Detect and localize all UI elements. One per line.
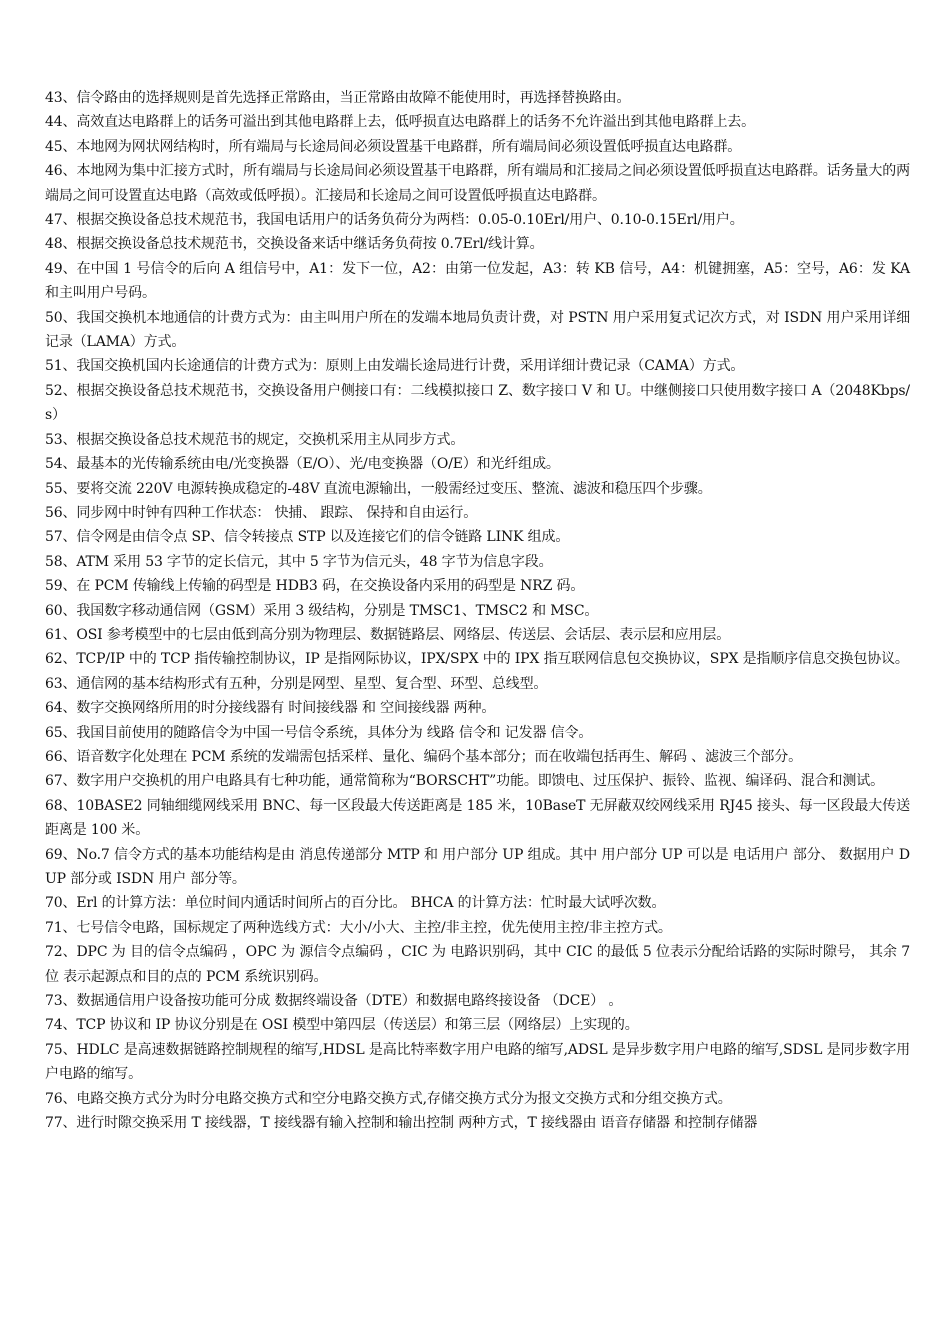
item-71: 71、七号信令电路，国标规定了两种选线方式：大小/小大、主控/非主控，优先使用主控/非主控方式。 (45, 919, 672, 936)
item-65: 65、我国目前使用的随路信令为中国一号信令系统，具体分为 线路 信令和 记发器 信令。 (45, 724, 593, 741)
item-57: 57、信令网是由信令点 SP、信令转接点 STP 以及连接它们的信令链路 LINK 组成。 (45, 529, 570, 546)
item-56: 56、同步网中时钟有四种工作状态： 快捕、 跟踪、 保持和自由运行。 (45, 504, 478, 521)
item-66: 66、语音数字化处理在 PCM 系统的发端需包括采样、量化、编码个基本部分；而在收端包括再生、解码 、滤波三个部分。 (45, 748, 802, 765)
item-59: 59、在 PCM 传输线上传输的码型是 HDB3 码，在交换设备内采用的码型是 NRZ 码。 (45, 578, 585, 595)
item-61: 61、OSI 参考模型中的七层由低到高分别为物理层、数据链路层、网络层、传送层、会话层、表示层和应用层。 (45, 626, 731, 643)
item-63: 63、通信网的基本结构形式有五种，分别是网型、星型、复合型、环型、总线型。 (45, 675, 548, 692)
item-50: 50、我国交换机本地通信的计费方式为：由主叫用户所在的发端本地局负责计费，对 PSTN 用户采用复式记次方式，对 ISDN 用户采用详细记录（LAMA）方式。 (45, 309, 910, 351)
item-45: 45、本地网为网状网结构时，所有端局与长途局间必须设置基干电路群，所有端局间必须设置低呼损直达电路群。 (45, 138, 742, 155)
item-74: 74、TCP 协议和 IP 协议分别是在 OSI 模型中第四层（传送层）和第三层（网络层）上实现的。 (45, 1017, 639, 1034)
item-52: 52、根据交换设备总技术规范书，交换设备用户侧接口有：二线模拟接口 Z、数字接口 V 和 U。中继侧接口只使用数字接口 A（2048Kbps/s） (45, 382, 910, 424)
item-54: 54、最基本的光传输系统由电/光变换器（E/O）、光/电变换器（O/E）和光纤组成。 (45, 456, 560, 473)
item-49: 49、在中国 1 号信令的后向 A 组信号中，A1：发下一位，A2：由第一位发起，A3：转 KB 信号，A4：机键拥塞，A5：空号，A6：发 KA 和主叫用户号码。 (45, 260, 910, 302)
item-68: 68、10BASE2 同轴细缆网线采用 BNC、每一区段最大传送距离是 185 米，10BaseT 无屏蔽双绞网线采用 RJ45 接头、每一区段最大传送距离是 100 米。 (45, 797, 910, 839)
item-69: 69、No.7 信令方式的基本功能结构是由 消息传递部分 MTP 和 用户部分 UP 组成。其中 用户部分 UP 可以是 电话用户 部分、 数据用户 DUP 部分或 ISDN 用户 部分等。 (45, 846, 910, 887)
item-46: 46、本地网为集中汇接方式时，所有端局与长途局间必须设置基干电路群，所有端局和汇接局之间必须设置低呼损直达电路群。话务量大的两端局之间可设置直达电路（高效或低呼损）。汇接局和长途局之间可设置低呼损直达电路群。 (45, 163, 910, 204)
item-62: 62、TCP/IP 中的 TCP 指传输控制协议，IP 是指网际协议，IPX/SPX 中的 IPX 指互联网信息包交换协议，SPX 是指顺序信息交换包协议。 (45, 651, 909, 668)
item-73: 73、数据通信用户设备按功能可分成 数据终端设备（DTE）和数据电路终接设备 （DCE） 。 (45, 993, 623, 1010)
item-67: 67、数字用户交换机的用户电路具有七种功能，通常简称为“BORSCHT”功能。即馈电、过压保护、振铃、监视、编译码、混合和测试。 (45, 773, 884, 790)
item-58: 58、ATM 采用 53 字节的定长信元，其中 5 字节为信元头，48 字节为信息字段。 (45, 553, 553, 570)
item-72: 72、DPC 为 目的信令点编码 ，OPC 为 源信令点编码 ，CIC 为 电路识别码，其中 CIC 的最低 5 位表示分配给话路的实际时隙号， 其余 7 位 表示起源点和目的点的 PCM 系统识别码。 (45, 944, 910, 985)
document-body (45, 86, 910, 1135)
item-53: 53、根据交换设备总技术规范书的规定，交换机采用主从同步方式。 (45, 431, 465, 448)
item-76: 76、电路交换方式分为时分电路交换方式和空分电路交换方式,存储交换方式分为报文交换方式和分组交换方式。 (45, 1090, 732, 1107)
item-43: 43、信令路由的选择规则是首先选择正常路由，当正常路由故障不能使用时，再选择替换路由。 (45, 90, 631, 106)
item-64: 64、数字交换网络所用的时分接线器有 时间接线器 和 空间接线器 两种。 (45, 700, 496, 717)
item-60: 60、我国数字移动通信网（GSM）采用 3 级结构，分别是 TMSC1、TMSC2 和 MSC。 (45, 602, 599, 619)
item-51: 51、我国交换机国内长途通信的计费方式为：原则上由发端长途局进行计费，采用详细计费记录（CAMA）方式。 (45, 358, 745, 375)
item-47: 47、根据交换设备总技术规范书，我国电话用户的话务负荷分为两档：0.05-0.10Erl/用户、0.10-0.15Erl/用户。 (45, 212, 744, 229)
item-44: 44、高效直达电路群上的话务可溢出到其他电路群上去，低呼损直达电路群上的话务不允许溢出到其他电路群上去。 (45, 114, 756, 131)
item-75: 75、HDLC 是高速数据链路控制规程的缩写,HDSL 是高比特率数字用户电路的缩写,ADSL 是异步数字用户电路的缩写,SDSL 是同步数字用户电路的缩写。 (45, 1041, 910, 1083)
item-55: 55、要将交流 220V 电源转换成稳定的-48V 直流电源输出，一般需经过变压、整流、滤波和稳压四个步骤。 (45, 480, 712, 497)
item-77: 77、进行时隙交换采用 T 接线器，T 接线器有输入控制和输出控制 两种方式，T 接线器由 语音存储器 和控制存储器 (45, 1115, 758, 1132)
item-48: 48、根据交换设备总技术规范书，交换设备来话中继话务负荷按 0.7Erl/线计算。 (45, 236, 544, 253)
item-70: 70、Erl 的计算方法：单位时间内通话时间所占的百分比。 BHCA 的计算方法：忙时最大试呼次数。 (45, 895, 666, 912)
